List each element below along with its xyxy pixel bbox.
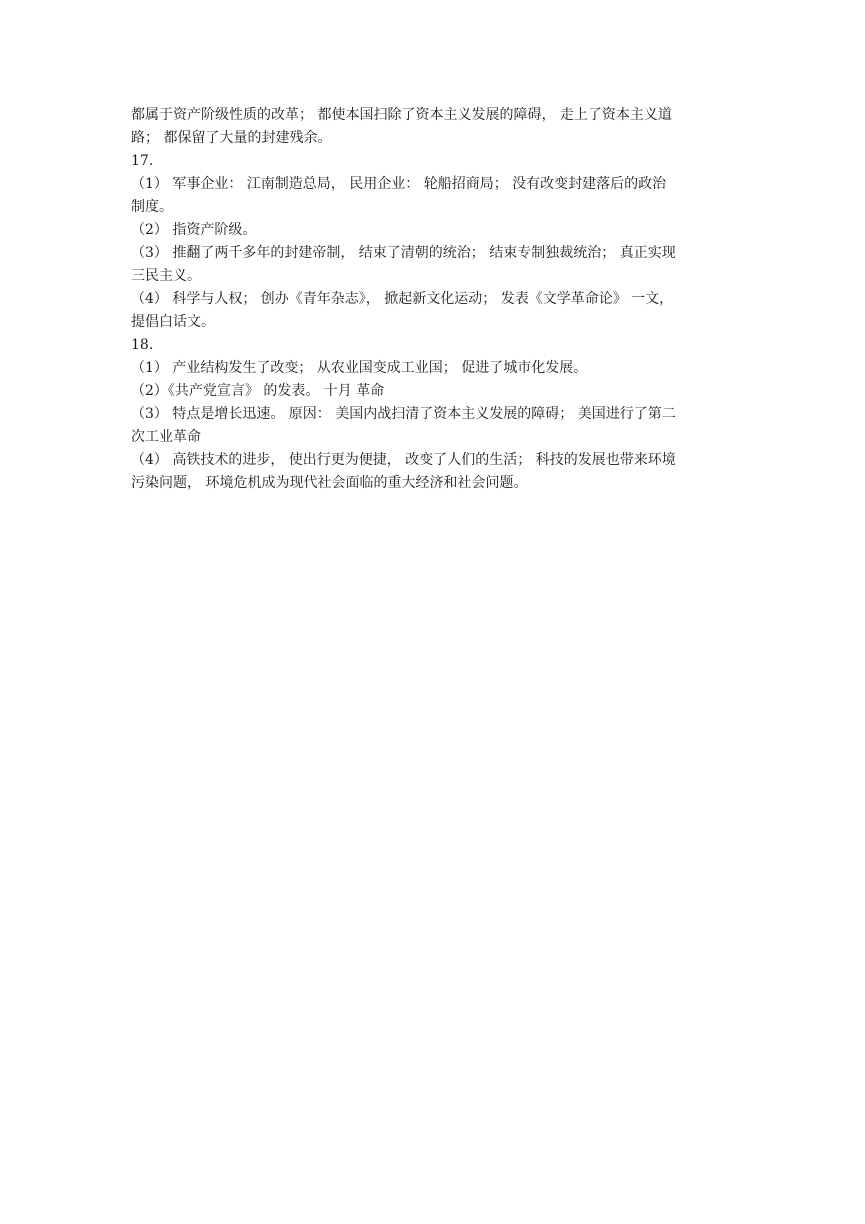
text-line: 三民主义。 [131,268,201,284]
text-line: （2）《共产党宣言》 的发表。 十月 革命 [131,383,385,399]
text-line: （3） 特点是增长迅速。 原因： 美国内战扫清了资本主义发展的障碍； 美国进行了第二 [131,406,676,422]
text-line: （3） 推翻了两千多年的封建帝制， 结束了清朝的统治； 结束专制独裁统治； 真正实现 [131,245,676,261]
text-line: （4） 科学与人权； 创办《青年杂志》， 掀起新文化运动； 发表《文学革命论》 一文， [131,291,674,307]
answer-text-block [131,104,737,495]
text-line: 污染问题， 环境危机成为现代社会面临的重大经济和社会问题。 [131,475,528,491]
text-line: 都属于资产阶级性质的改革； 都使本国扫除了资本主义发展的障碍， 走上了资本主义道 [131,107,672,123]
text-line: （2） 指资产阶级。 [131,222,257,238]
text-line: 次工业革命 [131,429,201,445]
text-line: 制度。 [131,199,173,215]
text-line: 提倡白话文。 [131,314,215,330]
text-line: （1） 军事企业： 江南制造总局， 民用企业： 轮船招商局； 没有改变封建落后的政治 [131,176,667,192]
text-line: （1） 产业结构发生了改变； 从农业国变成工业国； 促进了城市化发展。 [131,360,588,376]
question-number-18: 18. [131,337,154,353]
text-line: （4） 高铁技术的进步， 使出行更为便捷， 改变了人们的生活； 科技的发展也带来环境 [131,452,676,468]
text-line: 路； 都保留了大量的封建残余。 [131,130,332,146]
question-number-17: 17. [131,153,154,169]
